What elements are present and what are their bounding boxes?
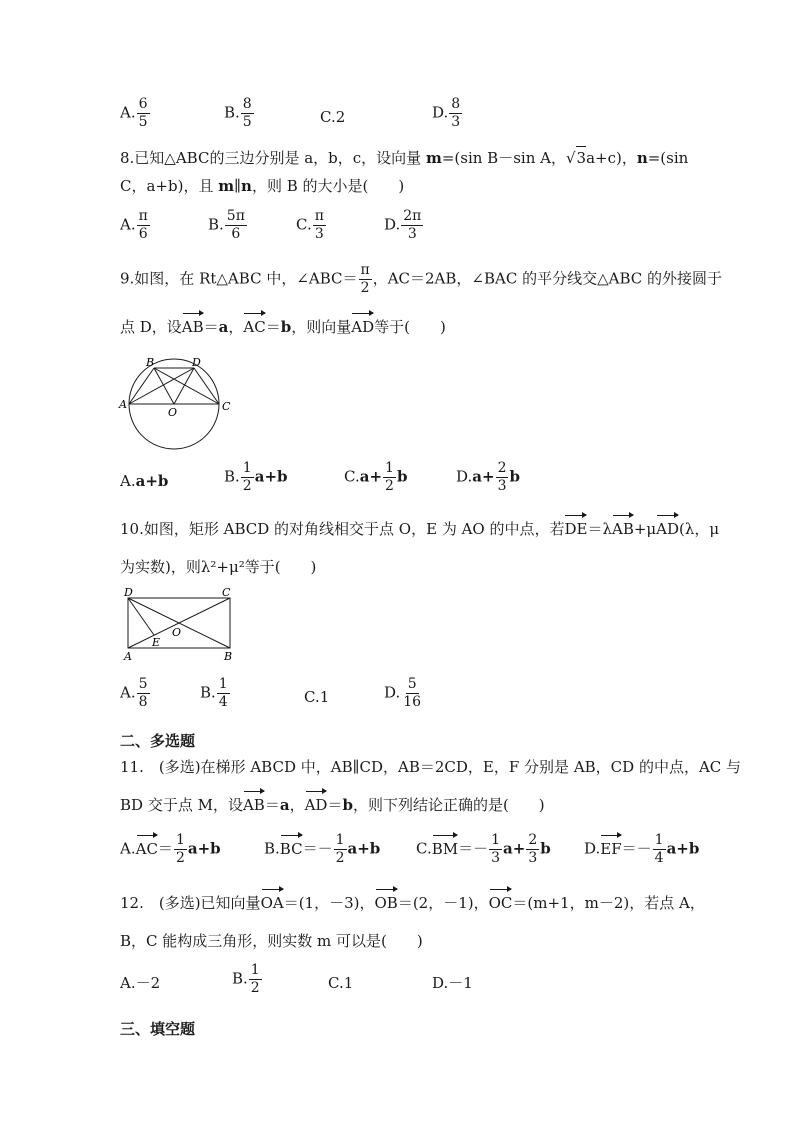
q9-label-c: C <box>222 400 231 413</box>
q9-label-d: D <box>192 356 201 369</box>
q12-option-a: A.－2 <box>120 974 161 992</box>
q8-option-a: A. $\frac{\pi}{6}$ <box>120 208 148 242</box>
q7-option-c: C.2 <box>320 108 346 126</box>
q12-option-b: B. $\frac{1}{2}$ <box>232 962 260 996</box>
q12-text-line2: B，C 能构成三角形，则实数 m 可以是( ) <box>120 932 423 950</box>
q9-label-b: B <box>146 356 155 369</box>
q11-option-c: C.BM＝－ $\frac{1}{3}$ a+ $\frac{2}{3}$ b <box>416 832 551 866</box>
q7-option-d: D. $\frac{8}{3}$ <box>432 96 461 130</box>
q10-option-c: C.1 <box>304 688 330 706</box>
q9-option-b: B. $\frac{1}{2}$ a+b <box>224 460 288 494</box>
q10-figure-rectangle <box>116 584 242 664</box>
section-heading-multiple-choice: 二、多选题 <box>120 732 196 750</box>
section-heading-fill-in: 三、填空题 <box>120 1020 196 1038</box>
q9-option-c: C.a+ $\frac{1}{2}$ b <box>344 460 408 494</box>
q7-option-b: B. $\frac{8}{5}$ <box>224 96 252 130</box>
q11-text-line2: BD 交于点 M，设AB＝a，AD＝b，则下列结论正确的是( ) <box>120 796 545 814</box>
q9-text-line1: 9.如图，在 Rt△ABC 中，∠ABC＝ $\frac{\pi}{2}$ ，AC＝2AB，∠BAC 的平分线交△ABC 的外接圆于 <box>120 262 722 296</box>
q9-label-a: A <box>119 398 127 411</box>
q8-text-line1: 8.已知△ABC的三边分别是 a，b，c，设向量 m=(sin B－sin A，√3a+c)，n=(sin <box>120 146 688 169</box>
q11-option-b: B.BC＝－ $\frac{1}{2}$ a+b <box>264 832 381 866</box>
q9-label-o: O <box>168 406 178 419</box>
q9-figure-circle <box>116 354 234 452</box>
q9-option-a: A.a+b <box>120 472 169 490</box>
q10-option-b: B. $\frac{1}{4}$ <box>200 676 228 710</box>
q9-option-d: D.a+ $\frac{2}{3}$ b <box>456 460 520 494</box>
q12-option-c: C.1 <box>328 974 354 992</box>
q10-label-o: O <box>172 626 182 639</box>
q8-option-d: D. $\frac{2\pi}{3}$ <box>384 208 422 242</box>
q11-option-a: A.AC＝ $\frac{1}{2}$ a+b <box>120 832 221 866</box>
q8-option-c: C. $\frac{\pi}{3}$ <box>296 208 324 242</box>
q10-label-a: A <box>124 650 132 663</box>
q10-label-c: C <box>222 586 231 599</box>
q8-text-line2: C，a+b)，且 m∥n，则 B 的大小是( ) <box>120 177 405 195</box>
q9-text-line2: 点 D，设AB＝a，AC＝b，则向量AD等于( ) <box>120 318 446 336</box>
q7-option-a: A. $\frac{6}{5}$ <box>120 96 148 130</box>
q12-text-line1: 12. (多选)已知向量OA＝(1，－3)，OB＝(2，－1)，OC＝(m+1，m－2)，若点 A， <box>120 894 705 912</box>
q10-label-d: D <box>124 586 133 599</box>
q12-option-d: D.－1 <box>432 974 473 992</box>
q10-option-d: D. $\frac{5}{16}$ <box>384 676 422 710</box>
q10-label-e: E <box>152 636 161 649</box>
q8-option-b: B. $\frac{5\pi}{6}$ <box>208 208 245 242</box>
q10-text-line2: 为实数)，则λ²+μ²等于( ) <box>120 558 317 576</box>
q11-text-line1: 11. (多选)在梯形 ABCD 中，AB∥CD，AB＝2CD，E，F 分别是 AB，CD 的中点，AC 与 <box>120 758 742 776</box>
q10-text-line1: 10.如图，矩形 ABCD 的对角线相交于点 O，E 为 AO 的中点，若DE＝λAB+μAD(λ，μ <box>120 520 720 538</box>
q10-label-b: B <box>224 650 233 663</box>
q11-option-d: D.EF＝－ $\frac{1}{4}$ a+b <box>584 832 700 866</box>
q10-option-a: A. $\frac{5}{8}$ <box>120 676 148 710</box>
